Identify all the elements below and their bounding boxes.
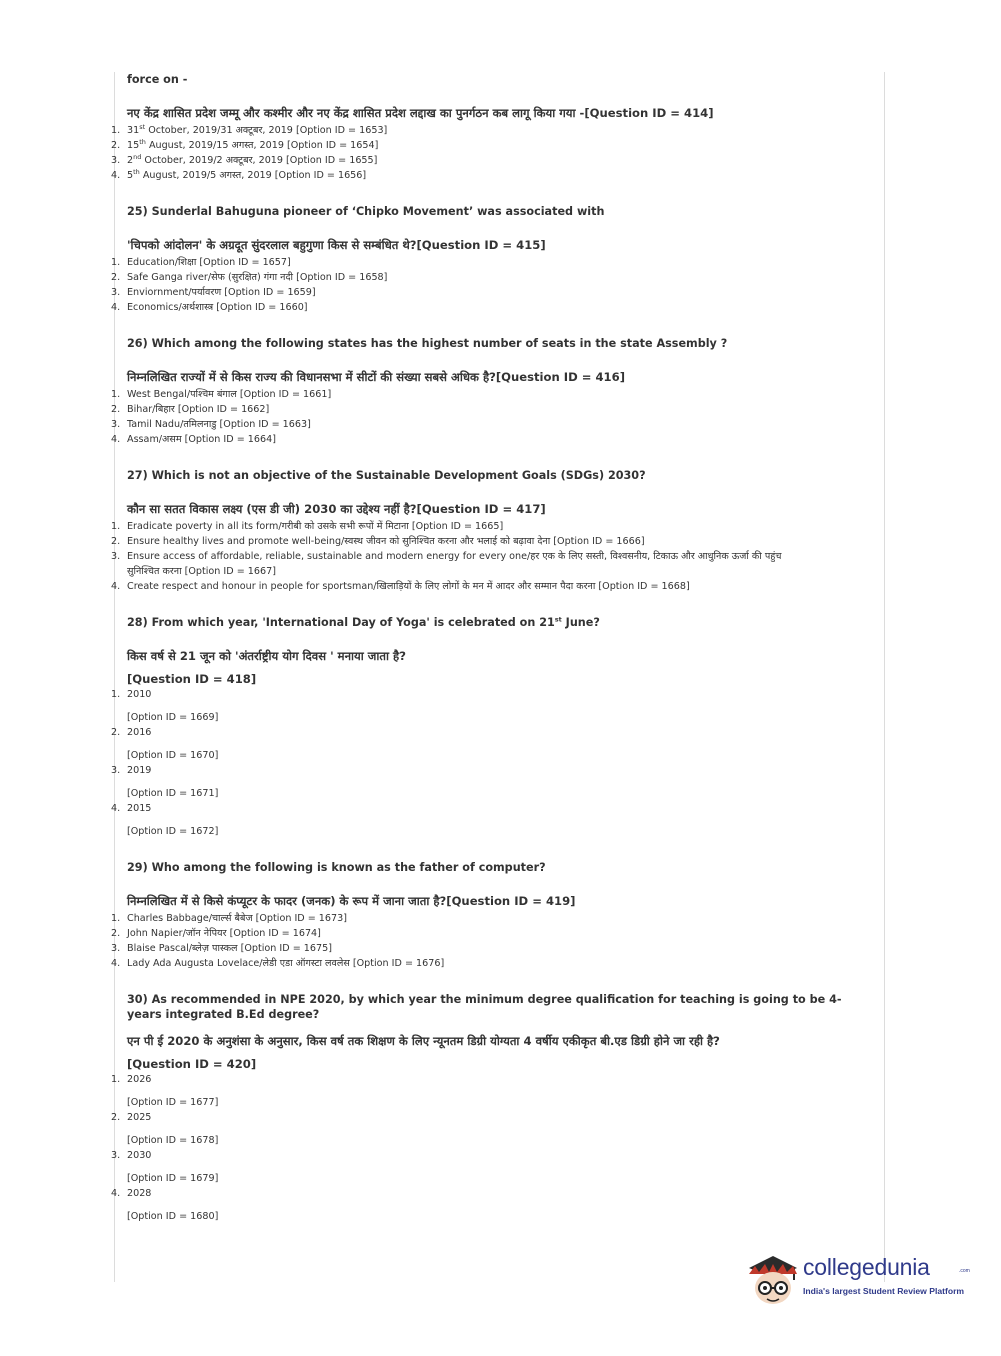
option-item: 2. Ensure healthy lives and promote well-being/स्वस्थ जीवन को सुनिश्चित करना और भलाई को बढ़ावा देना [Option ID = 1666] [111,536,645,547]
logo-domain: .com [959,1268,970,1274]
option-list [111,519,847,594]
option-item: 2. 15th August, 2019/15 अगस्त, 2019 [Option ID = 1654] [111,137,379,151]
option-item: 3. Blaise Pascal/ब्लेज़ पास्कल [Option ID = 1675] [111,943,332,954]
option-item: 4. Create respect and honour in people for sportsman/खिलाड़ियों के लिए लोगों के मन में आदर और सम्मान पैदा करना [Option ID = 1668] [111,581,690,592]
question-english-text: 29) Who among the following is known as the father of computer? [127,861,546,874]
option-item: 4. 5th August, 2019/5 अगस्त, 2019 [Option ID = 1656] [111,167,367,181]
mascot-icon [743,1250,801,1310]
question-english-text: 27) Which is not an objective of the Sustainable Development Goals (SDGs) 2030? [127,469,646,482]
question-id-label: [Question ID = 418] [127,672,257,686]
option-item: 4. Assam/असम [Option ID = 1664] [111,434,276,445]
option-item: 1. West Bengal/पश्चिम बंगाल [Option ID = 1661] [111,389,332,400]
question-415 [111,204,847,315]
question-418 [111,615,847,839]
question-414 [111,106,847,183]
option-item: 2. 2025 [Option ID = 1678] [111,1112,219,1146]
option-list [111,1072,847,1224]
option-item: 3. Ensure access of affordable, reliable, sustainable and modern energy for every one/हर एक के लिए सस्ती, विश्वसनीय, टिकाऊ और आधुनिक ऊर्जा की पहुंच सुनिश्चित करना [Option ID = 1667] [111,551,782,577]
option-list [111,911,847,971]
option-item: 4. 2015 [Option ID = 1672] [111,803,219,837]
option-item: 4. Lady Ada Augusta Lovelace/लेडी एडा ऑगस्टा लवलेस [Option ID = 1676] [111,958,445,969]
option-item: 2. John Napier/जॉन नेपियर [Option ID = 1674] [111,928,321,939]
collegedunia-logo[interactable] [743,1250,973,1310]
question-hindi-text: कौन सा सतत विकास लक्ष्य (एस डी जी) 2030 का उद्देश्य नहीं है?[Question ID = 417] [127,502,546,516]
option-item: 4. Economics/अर्थशास्त्र [Option ID = 1660] [111,302,308,313]
option-item: 3. 2019 [Option ID = 1671] [111,765,219,799]
option-item: 1. 31st October, 2019/31 अक्टूबर, 2019 [Option ID = 1653] [111,122,388,136]
logo-wordmark: collegedunia [803,1254,930,1280]
question-hindi-text: 'चिपको आंदोलन' के अग्रदूत सुंदरलाल बहुगुणा किस से सम्बंधित थे?[Question ID = 415] [127,238,546,252]
logo-tagline: India's largest Student Review Platform [803,1286,965,1296]
option-item: 3. Tamil Nadu/तमिलनाडु [Option ID = 1663] [111,419,311,430]
option-item: 3. 2030 [Option ID = 1679] [111,1150,219,1184]
option-list [111,122,847,183]
option-item: 1. Education/शिक्षा [Option ID = 1657] [111,257,291,268]
option-item: 1. Eradicate poverty in all its form/गरीबी को उसके सभी रूपों में मिटाना [Option ID = 1665] [111,521,504,532]
option-item: 4. 2028 [Option ID = 1680] [111,1188,219,1222]
question-english-text: 30) As recommended in NPE 2020, by which year the minimum degree qualification for teaching is going to be 4-years integrated B.Ed degree? [127,993,842,1021]
option-item: 2. 2016 [Option ID = 1670] [111,727,219,761]
option-list [111,687,847,839]
option-item: 3. 2nd October, 2019/2 अक्टूबर, 2019 [Option ID = 1655] [111,152,378,166]
question-english-text: 28) From which year, 'International Day of Yoga' is celebrated on 21st June? [127,615,600,629]
question-english-text: 26) Which among the following states has the highest number of seats in the state Assembly ? [127,337,728,350]
option-item: 3. Enviornment/पर्यावरण [Option ID = 1659] [111,287,316,298]
question-hindi-text: एन पी ई 2020 के अनुशंसा के अनुसार, किस वर्ष तक शिक्षण के लिए न्यूनतम डिग्री योग्यता 4 वर्षीय एकीकृत बी.एड डिग्री होने जा रही है? [127,1034,720,1048]
option-item: 2. Bihar/बिहार [Option ID = 1662] [111,404,270,415]
question-420 [111,992,847,1224]
question-hindi-text: निम्नलिखित राज्यों में से किस राज्य की विधानसभा में सीटों की संख्या सबसे अधिक है?[Question ID = 416] [127,370,625,384]
question-paper-content [111,72,847,1245]
option-item: 1. Charles Babbage/चार्ल्स बैबेज [Option ID = 1673] [111,913,347,924]
right-margin-rule [884,72,885,1282]
question-id-label: [Question ID = 420] [127,1057,257,1071]
option-list [111,387,847,447]
question-416 [111,336,847,447]
option-item: 1. 2026 [Option ID = 1677] [111,1074,219,1108]
question-hindi-text: निम्नलिखित में से किसे कंप्यूटर के फादर (जनक) के रूप में जाना जाता है?[Question ID = 419] [127,894,576,908]
question-417 [111,468,847,594]
question-hindi-text: किस वर्ष से 21 जून को 'अंतर्राष्ट्रीय योग दिवस ' मनाया जाता है? [127,649,406,663]
continued-question-text: force on - [127,73,188,86]
question-hindi-text: नए केंद्र शासित प्रदेश जम्मू और कश्मीर और नए केंद्र शासित प्रदेश लद्दाख का पुनर्गठन कब लागू किया गया -[Question ID = 414] [127,106,714,120]
question-english-text: 25) Sunderlal Bahuguna pioneer of ‘Chipko Movement’ was associated with [127,205,605,218]
question-419 [111,860,847,971]
option-item: 2. Safe Ganga river/सेफ (सुरक्षित) गंगा नदी [Option ID = 1658] [111,272,388,283]
option-item: 1. 2010 [Option ID = 1669] [111,689,219,723]
option-list [111,255,847,315]
